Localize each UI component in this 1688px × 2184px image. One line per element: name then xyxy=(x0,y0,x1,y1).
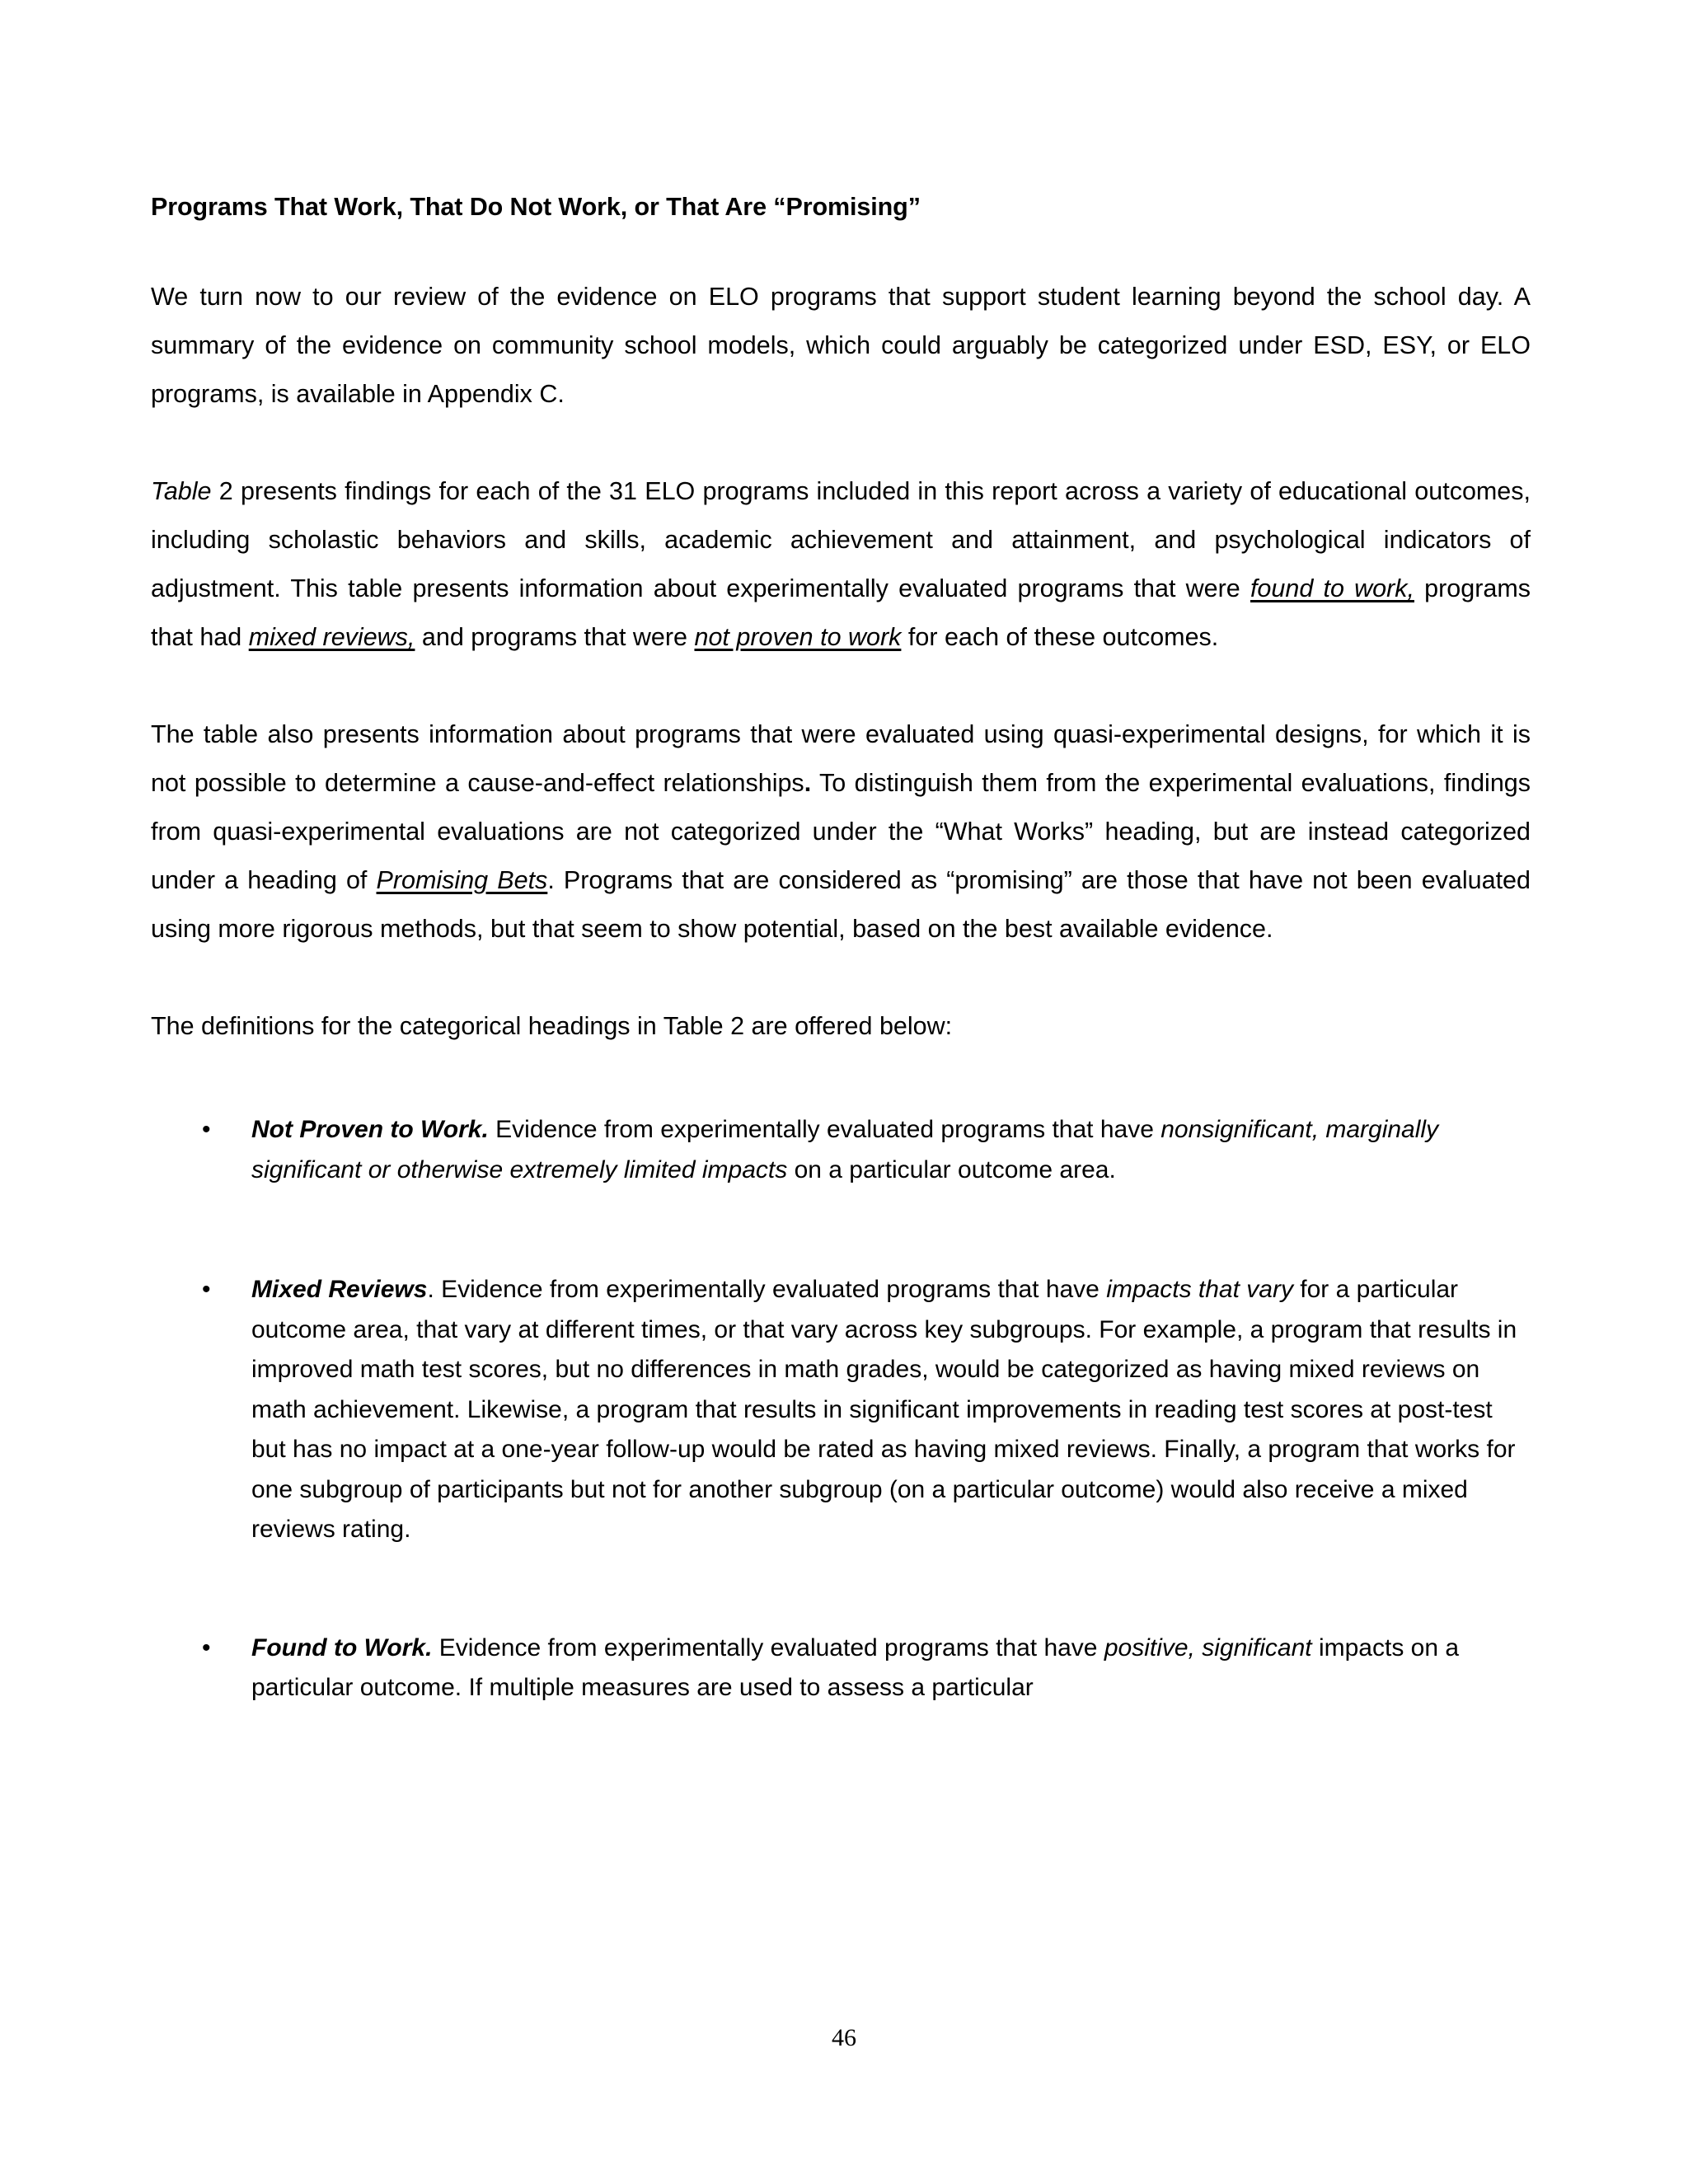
definitions-intro-text: The definitions for the categorical headings in Table 2 are offered below: xyxy=(151,1012,953,1041)
paragraph-intro xyxy=(151,273,1531,419)
spacer xyxy=(151,662,1531,710)
paragraph-quasi-text-c: . Programs that are considered as “promising” are those that have not been evaluated using more rigorous methods, but that seem to show potential, based on the best available evidence. xyxy=(151,866,1531,944)
list-item xyxy=(151,1270,1531,1550)
paragraph-table2-text-c: and programs that were xyxy=(415,623,695,652)
spacer xyxy=(151,223,1531,273)
paragraph-intro-text: We turn now to our review of the evidence on ELO programs that support student learning beyond the school day. A summary of the evidence on community school models, which could arguably be categorized under ESD, ESY, or ELO programs, is available in Appendix C. xyxy=(151,283,1531,409)
spacer xyxy=(151,1190,1531,1270)
paragraph-quasi-text-b: To distinguish them from the experimental evaluations, findings from quasi-experimental evaluations are not categorized under the “What Works” heading, but are instead categorized under a heading of xyxy=(151,769,1531,895)
term-not-proven-to-work: not proven to work xyxy=(694,623,902,652)
definitions-list xyxy=(151,1110,1531,1708)
section-heading: Programs That Work, That Do Not Work, or That Are “Promising” xyxy=(151,193,921,221)
definition-text-b: on a particular outcome area. xyxy=(787,1155,1116,1183)
definition-term-mixed-reviews: Mixed Reviews xyxy=(251,1276,428,1304)
paragraph-table2-text-b: programs that had xyxy=(151,574,1531,652)
definition-emphasis: impacts that vary xyxy=(1106,1276,1293,1304)
term-promising-bets: Promising Bets xyxy=(376,866,548,895)
paragraph-quasi-experimental xyxy=(151,710,1531,954)
paragraph-table2 xyxy=(151,467,1531,662)
list-item xyxy=(151,1629,1531,1708)
bullet-point-icon: • xyxy=(202,1276,211,1304)
definition-text-a: Evidence from experimentally evaluated programs that have xyxy=(488,1116,1161,1144)
page-content xyxy=(151,0,1531,1708)
spacer xyxy=(151,1550,1531,1629)
term-found-to-work: found to work, xyxy=(1250,574,1414,603)
definition-term-found-to-work: Found to Work. xyxy=(251,1633,433,1661)
paragraph-table2-text-a: 2 presents findings for each of the 31 ELO programs included in this report across a variety of educational outcomes, including scholastic behaviors and skills, academic achievement and attainment, and psychological indicators of adjustment. This table presents information about experimentally evaluated programs that were xyxy=(151,477,1531,603)
definition-term-period: . xyxy=(427,1276,434,1304)
definition-emphasis: positive, significant xyxy=(1104,1633,1312,1661)
spacer xyxy=(151,954,1531,1002)
definition-term-not-proven-to-work: Not Proven to Work. xyxy=(251,1116,489,1144)
table-reference-label: Table xyxy=(151,477,212,506)
spacer xyxy=(151,1051,1531,1110)
bullet-point-icon: • xyxy=(202,1633,211,1661)
definition-text-b: for a particular outcome area, that vary at different times, or that vary across key subgroups. For example, a program that results in improved math test scores, but no differences in math grades, would be categorized as having mixed reviews on math achievement. Likewise, a program that results in significant improvements in reading test scores at post-test but has no impact at a one-year follow-up would be rated as having mixed reviews. Finally, a program that works for one subgroup of participants but not for another subgroup (on a particular outcome) would also receive a mixed reviews rating. xyxy=(251,1276,1517,1544)
page-number: 46 xyxy=(832,2024,856,2051)
bold-period: . xyxy=(804,769,812,798)
bullet-point-icon: • xyxy=(202,1116,211,1144)
definitions-intro xyxy=(151,1002,1531,1051)
definition-text-a: Evidence from experimentally evaluated programs that have xyxy=(432,1633,1104,1661)
spacer xyxy=(151,419,1531,467)
term-mixed-reviews: mixed reviews, xyxy=(248,623,415,652)
paragraph-table2-text-d: for each of these outcomes. xyxy=(901,623,1219,652)
definition-emphasis: nonsignificant, marginally significant or otherwise extremely limited impacts xyxy=(251,1116,1439,1183)
definition-text-b: impacts on a particular outcome. If multiple measures are used to assess a particular xyxy=(251,1633,1460,1702)
list-item xyxy=(151,1110,1531,1190)
paragraph-quasi-text-a: The table also presents information about programs that were evaluated using quasi-experimental designs, for which it is not possible to determine a cause-and-effect relationships xyxy=(151,720,1531,798)
definition-text-a: Evidence from experimentally evaluated programs that have xyxy=(434,1276,1107,1304)
